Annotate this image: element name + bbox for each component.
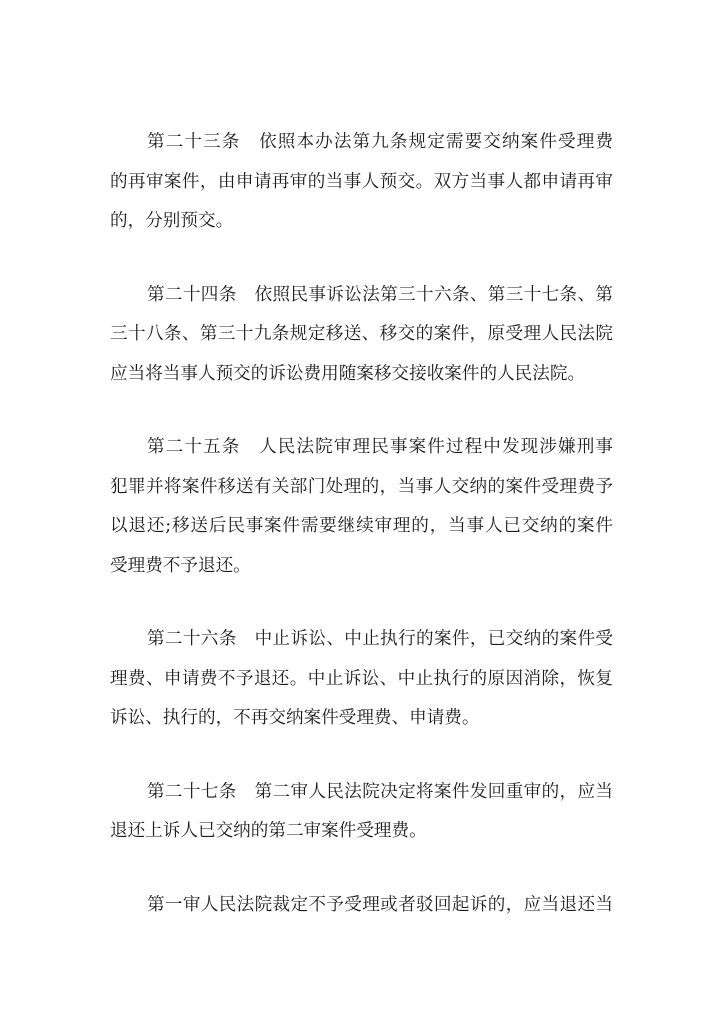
paragraph-line: 应当将当事人预交的诉讼费用随案移交接收案件的人民法院。 bbox=[110, 363, 586, 384]
paragraph-line: 第二十七条 第二审人民法院决定将案件发回重审的，应当 bbox=[147, 781, 613, 802]
paragraph-line: 第二十五条 人民法院审理民事案件过程中发现涉嫌刑事 bbox=[147, 437, 613, 457]
paragraph-line: 的，分别预交。 bbox=[110, 211, 234, 231]
paragraph-line: 以退还;移送后民事案件需要继续审理的，当事人已交纳的案件 bbox=[110, 516, 613, 536]
paragraph-line: 犯罪并将案件移送有关部门处理的，当事人交纳的案件受理费予 bbox=[110, 476, 613, 497]
paragraph-line: 退还上诉人已交纳的第二审案件受理费。 bbox=[110, 821, 427, 841]
article-27-paragraph bbox=[110, 773, 613, 852]
paragraph-line: 第二十四条 依照民事诉讼法第三十六条、第三十七条、第 bbox=[147, 284, 613, 305]
document-body bbox=[110, 123, 613, 959]
article-23-paragraph bbox=[110, 123, 613, 242]
article-26-paragraph bbox=[110, 620, 613, 739]
paragraph-line: 的再审案件，由申请再审的当事人预交。双方当事人都申请再审 bbox=[110, 171, 613, 192]
paragraph-line: 第二十三条 依照本办法第九条规定需要交纳案件受理费 bbox=[147, 132, 613, 152]
paragraph-line: 诉讼、执行的，不再交纳案件受理费、申请费。 bbox=[110, 708, 480, 728]
paragraph-line: 三十八条、第三十九条规定移送、移交的案件，原受理人民法院 bbox=[110, 324, 613, 344]
paragraph-line: 理费、申请费不予退还。中止诉讼、中止执行的原因消除，恢复 bbox=[110, 668, 613, 689]
article-25-paragraph bbox=[110, 428, 613, 586]
paragraph-line: 受理费不予退还。 bbox=[110, 555, 251, 576]
paragraph-line: 第二十六条 中止诉讼、中止执行的案件，已交纳的案件受 bbox=[147, 629, 613, 649]
article-24-paragraph bbox=[110, 276, 613, 395]
paragraph-line: 第一审人民法院裁定不予受理或者驳回起诉的，应当退还当 bbox=[147, 894, 613, 915]
continuation-paragraph bbox=[110, 886, 613, 926]
